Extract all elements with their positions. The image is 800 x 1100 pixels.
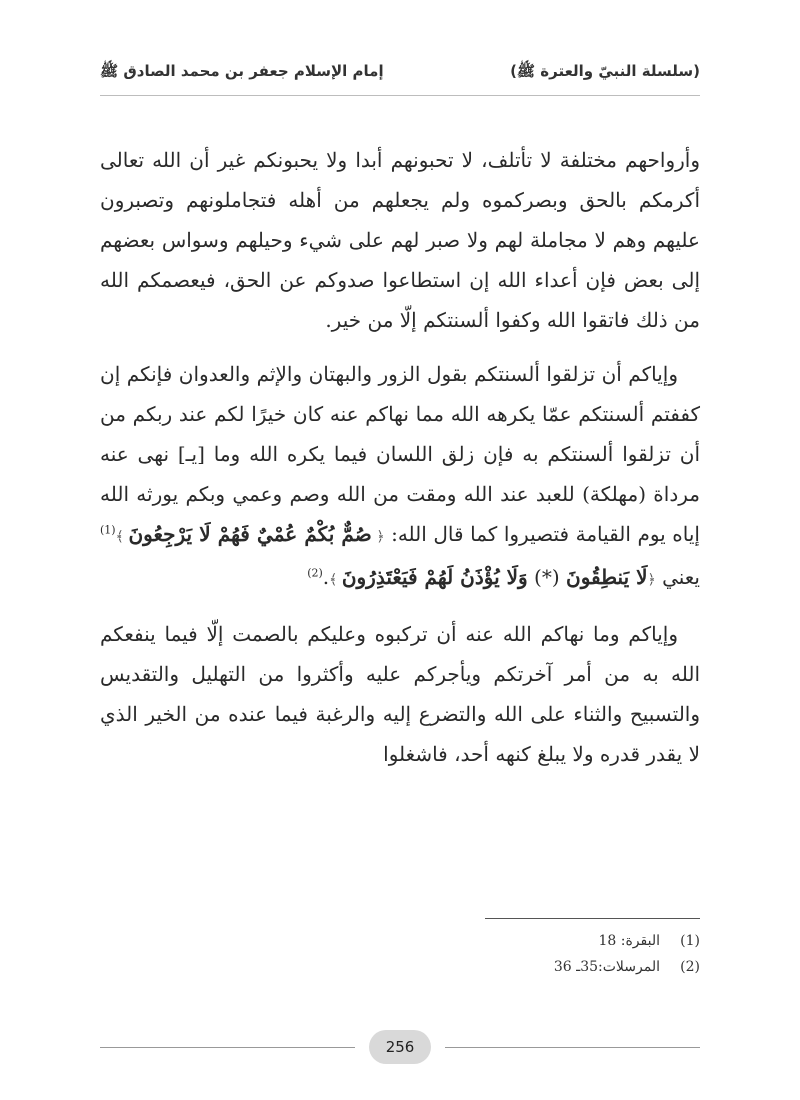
- footnote-text: البقرة: 18: [598, 933, 660, 949]
- quran-verse-2a: لَا يَنطِقُونَ: [566, 565, 648, 589]
- footer-line-left: [100, 1047, 355, 1048]
- footnote-number: (1): [680, 933, 700, 949]
- footnote-item: [100, 928, 700, 954]
- verse-separator: (*): [534, 565, 560, 589]
- paragraph-2: وإياكم أن تزلقوا ألسنتكم بقول الزور والبهتان والإثم والعدوان فإنكم إن كففتم ألسنتكم عمّا يكرهه الله مما نهاكم عنه كان خيرًا لكم عند ربكم من أن تزلقوا ألسنتكم به فإن زلق اللسان فيما يكره الله وما [يـ] نهى عنه مرداة (مهلكة) للعبد عند الله ومقت من الله وصم وعمي وبكم يورثه الله إياه يوم القيامة فتصيروا كما قال الله: ﴿ صُمٌّ بُكْمٌ عُمْيٌ فَهُمْ لَا يَرْجِعُونَ ﴾$^{(1)}$ يعني ﴿لَا يَنطِقُونَ (*) وَلَا يُؤْذَنُ لَهُمْ فَيَعْتَذِرُونَ ﴾.$^{(2)}$: [100, 362, 700, 589]
- footer-line-right: [445, 1047, 700, 1048]
- footnote-ref-1: (1): [100, 523, 116, 537]
- quran-verse-2b: وَلَا يُؤْذَنُ لَهُمْ فَيَعْتَذِرُونَ: [341, 565, 528, 589]
- paragraph-2-text: وإياكم أن تزلقوا ألسنتكم بقول الزور والبهتان والإثم والعدوان فإنكم إن كففتم ألسنتكم عمّا يكرهه الله مما نهاكم عنه كان خيرًا لكم عند ربكم من أن تزلقوا ألسنتكم به فإن زلق اللسان فيما يكره الله وما [يـ] نهى عنه مرداة (مهلكة) للعبد عند الله ومقت من الله وصم وعمي وبكم يورثه الله إياه يوم القيامة فتصيروا كما قال الله:: [100, 362, 700, 546]
- quran-bracket-open-icon: ﴿: [647, 572, 656, 588]
- quran-bracket-close-icon: ﴾: [329, 572, 342, 588]
- footnote-text: المرسلات:35ـ 36: [553, 959, 660, 975]
- header-divider: [100, 95, 700, 96]
- paragraph-1: وأرواحهم مختلفة لا تأتلف، لا تحبونهم أبدا ولا يحبونكم غير أن الله تعالى أكرمكم بالحق وبصركموه ولم يجعلهم من أهله فتجاملونهم وتصبرون عليهم وهم لا مجاملة لهم ولا صبر لهم على شيء وحيلهم وسواس بعضهم إلى بعض فإن أعداء الله إن استطاعوا صدوكم عن الحق، فيعصمكم الله من ذلك فاتقوا الله وكفوا ألسنتكم إلّا من خير.: [100, 148, 700, 332]
- footnote-number: (2): [680, 959, 700, 975]
- page-footer: [100, 1030, 700, 1064]
- paragraph-3: وإياكم وما نهاكم الله عنه أن تركبوه وعليكم بالصمت إلّا فيما ينفعكم الله به من أمر آخرتكم ويأجركم عليه وأكثروا من التهليل والتقديس والتسبيح والثناء على الله والتضرع إليه والرغبة فيما عنده من الخير الذي لا يقدر قدره ولا يبلغ كنهه أحد، فاشغلوا: [100, 622, 700, 766]
- quran-bracket-open-icon: ﴿: [371, 529, 385, 545]
- footnote-ref-2: (2): [307, 566, 323, 580]
- quran-bracket-close-icon: ﴾: [115, 529, 129, 545]
- footnote-divider: [485, 918, 700, 919]
- running-header: [100, 58, 700, 88]
- series-title: (سلسلة النبيّ والعترة ﷺ): [510, 62, 700, 80]
- quran-connector: يعني: [662, 565, 700, 589]
- main-text: [100, 140, 700, 788]
- footnote-item: [100, 954, 700, 980]
- footnotes: [100, 928, 700, 980]
- quran-verse-1: صُمٌّ بُكْمٌ عُمْيٌ فَهُمْ لَا يَرْجِعُونَ: [128, 522, 372, 546]
- book-title: إمام الإسلام جعفر بن محمد الصادق ﷺ: [100, 62, 384, 80]
- page-number: 256: [369, 1030, 431, 1064]
